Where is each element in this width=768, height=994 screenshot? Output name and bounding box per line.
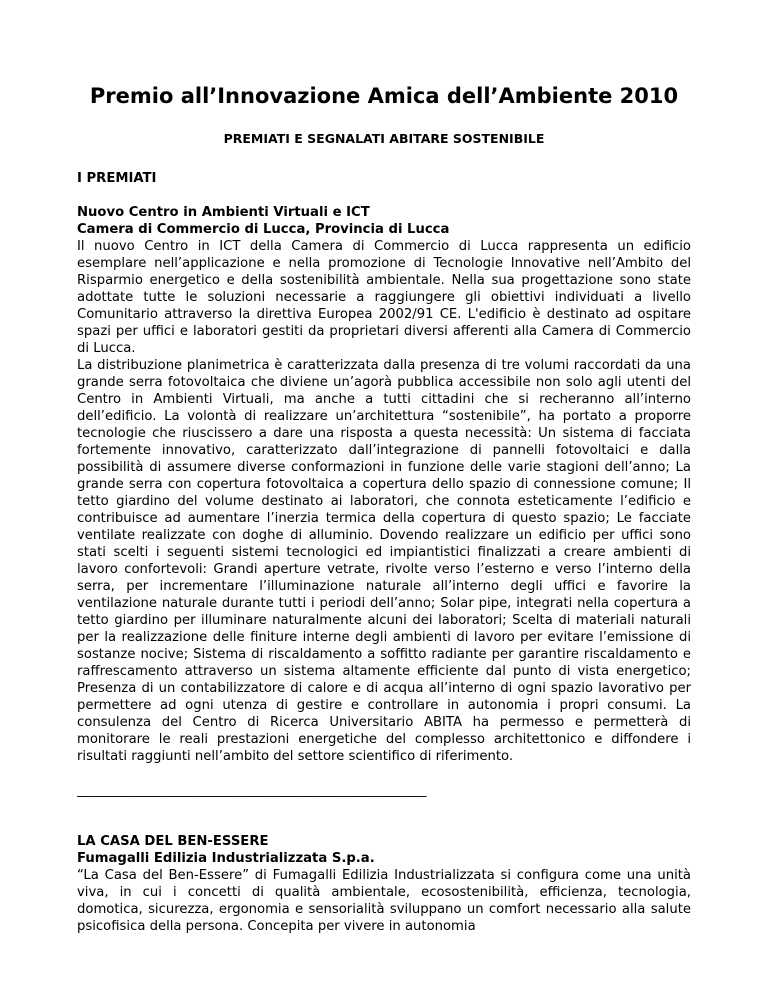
- entry-title: LA CASA DEL BEN-ESSERE: [77, 834, 269, 849]
- separator-line: _____________________________________________________: [77, 783, 427, 798]
- spacer: [77, 799, 691, 833]
- entry-organization: Fumagalli Edilizia Industrializzata S.p.a.: [77, 851, 375, 866]
- document-subtitle: PREMIATI E SEGNALATI ABITARE SOSTENIBILE: [223, 131, 545, 146]
- entry-paragraph: Il nuovo Centro in ICT della Camera di Commercio di Lucca rappresenta un edificio esemplare nell’applicazione e nella promozione di Tecnologie Innovative nell’Ambito del Risparmio energetico e della sostenibilità ambientale. Nella sua progettazione sono state adottate tutte le soluzioni necessarie a raggiungere gli obiettivi individuati a livello Comunitario attraverso la direttiva Europea 2002/91 CE. L'edificio è destinato ad ospitare spazi per uffici e laboratori gestiti da proprietari diversi afferenti alla Camera di Commercio di Lucca.: [77, 239, 691, 356]
- entry-paragraph: “La Casa del Ben-Essere” di Fumagalli Edilizia Industrializzata si configura come una unità viva, in cui i concetti di qualità ambientale, ecosostenibilità, efficienza, tecnologia, domotica, sicurezza, ergonomia e sensorialità sviluppano un comfort necessario alla salute psicofisica della persona. Concepita per vivere in autonomia: [77, 868, 691, 934]
- entry-casa-ben-essere: [77, 833, 691, 935]
- section-heading-premiati: I PREMIATI: [77, 171, 157, 186]
- entry-organization: Camera di Commercio di Lucca, Provincia di Lucca: [77, 222, 450, 237]
- document-title: Premio all’Innovazione Amica dell’Ambiente 2010: [89, 84, 679, 108]
- document-body: [77, 170, 691, 935]
- entry-title: Nuovo Centro in Ambienti Virtuali e ICT: [77, 205, 370, 220]
- entry-ict-centre: [77, 204, 691, 765]
- entry-paragraph: La distribuzione planimetrica è caratterizzata dalla presenza di tre volumi raccordati da una grande serra fotovoltaica che diviene un’agorà pubblica accessibile non solo agli utenti del Centro in Ambienti Virtuali, ma anche a tutti cittadini che si recheranno all’interno dell’edificio. La volontà di realizzare un’architettura “sostenibile”, ha portato a proporre tecnologie che riuscissero a dare una risposta a questa necessità: Un sistema di facciata fortemente innovativo, caratterizzato dall’integrazione di pannelli fotovoltaici e dalla possibilità di assumere diverse conformazioni in funzione delle varie stagioni dell’anno; La grande serra con copertura fotovoltaica a copertura dello spazio di connessione comune; Il tetto giardino del volume destinato ai laboratori, che connota esteticamente l’edificio e contribuisce ad aumentare l’inerzia termica della copertura di questo spazio; Le facciate ventilate realizzate con doghe di alluminio. Dovendo realizzare un edificio per uffici sono stati scelti i seguenti sistemi tecnologici ed impiantistici finalizzati a creare ambienti di lavoro confortevoli: Grandi aperture vetrate, rivolte verso l’esterno e verso l’interno della serra, per incrementare l’illuminazione naturale all’interno degli uffici e favorire la ventilazione naturale durante tutti i periodi dell’anno; Solar pipe, integrati nella copertura a tetto giardino per illuminare naturalmente alcuni dei laboratori; Scelta di materiali naturali per la realizzazione delle finiture interne degli ambienti di lavoro per evitare l’emissione di sostanze nocive; Sistema di riscaldamento a soffitto radiante per garantire riscaldamento e raffrescamento attraverso un sistema altamente efficiente dal punto di vista energetico; Presenza di un contabilizzatore di calore e di acqua all’interno di ogni spazio lavorativo per permettere ad ogni utenza di gestire e controllare in autonomia i propri consumi. La consulenza del Centro di Ricerca Universitario ABITA ha permesso e permetterà di monitorare le reali prestazioni energetiche del complesso architettonico e diffondere i risultati raggiunti nell’ambito del settore scientifico di riferimento.: [77, 358, 691, 764]
